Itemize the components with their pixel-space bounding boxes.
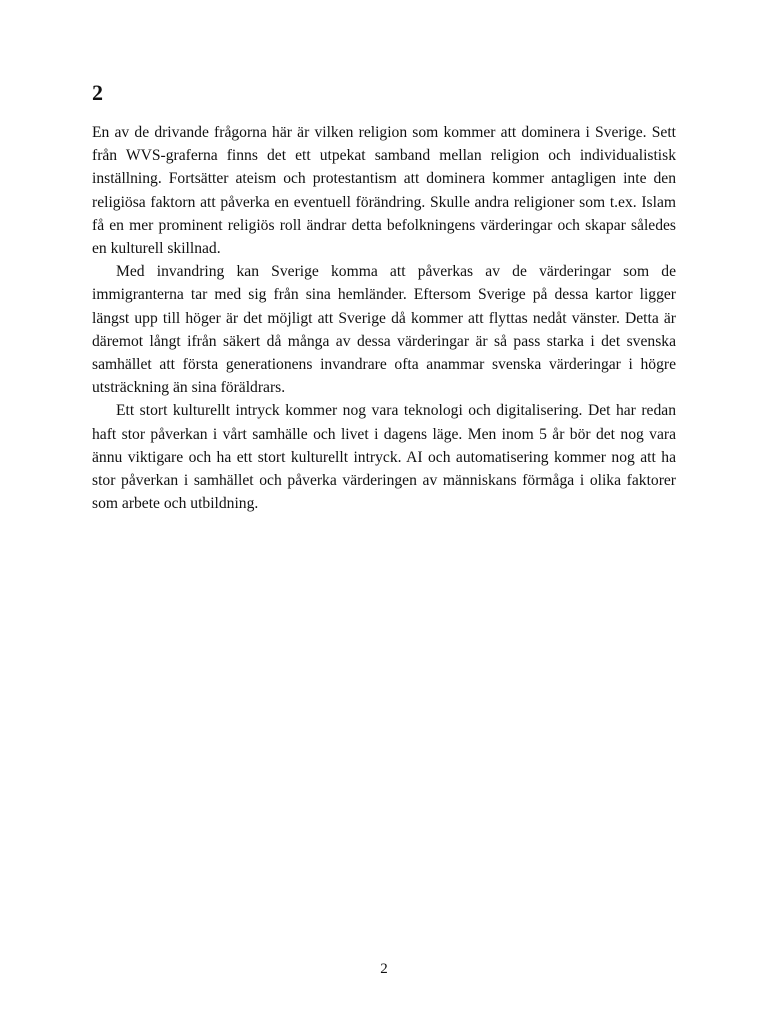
paragraph-3: Ett stort kulturellt intryck kommer nog vara teknologi och digitalisering. Det har redan haft stor påverkan i vårt samhälle och livet i dagens läge. Men inom 5 år bör det nog vara ännu viktigare och ha ett stort kulturellt intryck. AI och automatisering kommer nog att ha stor påverkan i samhället och påverka värderingen av människans förmåga i olika faktorer som arbete och utbildning. <box>92 402 676 513</box>
body-text <box>92 121 676 515</box>
page-number: 2 <box>380 961 388 977</box>
paragraph-1: En av de drivande frågorna här är vilken religion som kommer att dominera i Sverige. Sett från WVS-graferna finns det ett utpekat samband mellan religion och individualistisk inställning. Fortsätter ateism och protestantism att dominera kommer antagligen inte den religiösa faktorn att påverka en eventuell förändring. Skulle andra religioner som t.ex. Islam få en mer prominent religiös roll ändrar detta befolkningens värderingar och skapar således en kulturell skillnad. <box>92 124 676 258</box>
paragraph-2: Med invandring kan Sverige komma att påverkas av de värderingar som de immigranterna tar med sig från sina hemländer. Eftersom Sverige på dessa kartor ligger längst upp till höger är det möjligt att Sverige då kommer att flyttas nedåt vänster. Detta är däremot långt ifrån säkert då många av dessa värderingar är så pass starka i det svenska samhället att första generationens invandrare ofta anammar svenska värderingar i högre utsträckning än sina föräldrars. <box>92 263 676 397</box>
section-heading: 2 <box>92 80 103 105</box>
